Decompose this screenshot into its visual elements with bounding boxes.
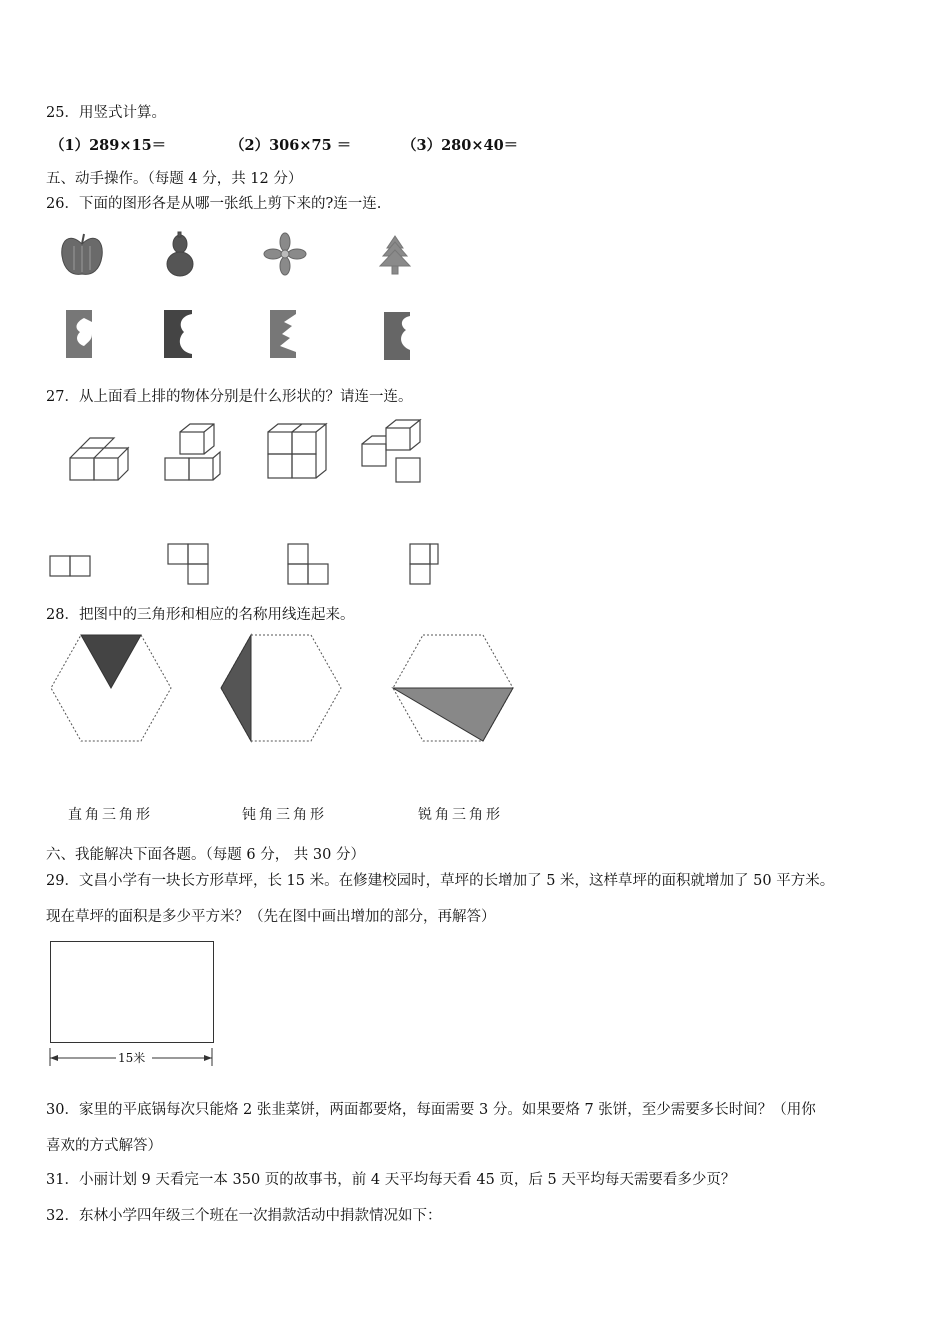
q29-line2: 现在草坪的面积是多少平方米？（先在图中画出增加的部分，再解答） <box>46 909 496 925</box>
q25-title: 25．用竖式计算。 <box>46 105 166 121</box>
cut-paper-2 <box>164 310 192 358</box>
top-view-3 <box>288 544 328 584</box>
q27-title: 27．从上面看上排的物体分别是什么形状的？请连一连。 <box>46 389 413 405</box>
q30-line1: 30．家里的平底锅每次只能烙 2 张韭菜饼，两面都要烙，每面需要 3 分。如果要烙 7 张饼，至少需要多长时间？（用你 <box>46 1102 816 1118</box>
lawn-length-label: 15米 <box>118 1051 146 1065</box>
q25-item-3: （3）280×40＝ <box>402 137 519 154</box>
q28-title: 28．把图中的三角形和相应的名称用线连起来。 <box>46 607 355 623</box>
section5-title: 五、动手操作。（每题 4 分，共 12 分） <box>46 171 303 187</box>
hexagon-2 <box>221 635 341 741</box>
tree-icon <box>380 236 410 274</box>
cut-paper-1 <box>66 310 92 358</box>
hexagon-3 <box>393 635 513 741</box>
flower-icon <box>264 233 306 275</box>
cut-paper-4 <box>384 312 410 360</box>
label-right-triangle: 直角三角形 <box>68 807 153 823</box>
top-view-2 <box>168 544 208 584</box>
q25-item-1: （1）289×15＝ <box>50 137 167 154</box>
q26-figure <box>40 222 440 367</box>
q30-line2: 喜欢的方式解答） <box>46 1138 162 1154</box>
section6-title: 六、我能解决下面各题。（每题 6 分， 共 30 分） <box>46 847 365 863</box>
cube-object-3 <box>268 424 326 478</box>
top-view-4 <box>410 544 438 584</box>
q28-figure <box>45 630 525 750</box>
q27-figure <box>40 418 440 593</box>
q29-line1: 29．文昌小学有一块长方形草坪，长 15 米。在修建校园时，草坪的长增加了 5 米，这样草坪的面积就增加了 50 平方米。 <box>46 873 835 889</box>
cube-object-2 <box>165 424 220 480</box>
apple-icon <box>62 234 103 274</box>
cut-paper-3 <box>270 310 296 358</box>
label-obtuse-triangle: 钝角三角形 <box>242 807 327 823</box>
label-acute-triangle: 锐角三角形 <box>418 807 503 823</box>
q32-text: 32．东林小学四年级三个班在一次捐款活动中捐款情况如下： <box>46 1208 442 1224</box>
top-view-1 <box>50 556 90 576</box>
q26-title: 26．下面的图形各是从哪一张纸上剪下来的?连一连. <box>46 196 382 212</box>
q31-text: 31．小丽计划 9 天看完一本 350 页的故事书，前 4 天平均每天看 45 页，后 5 天平均每天需要看多少页？ <box>46 1172 736 1188</box>
q25-item-2: （2）306×75 ＝ <box>230 137 352 154</box>
gourd-icon <box>167 232 193 276</box>
cube-object-4 <box>362 420 420 482</box>
cube-object-1 <box>70 438 128 480</box>
hexagon-1 <box>51 635 171 741</box>
lawn-rectangle <box>50 941 214 1043</box>
